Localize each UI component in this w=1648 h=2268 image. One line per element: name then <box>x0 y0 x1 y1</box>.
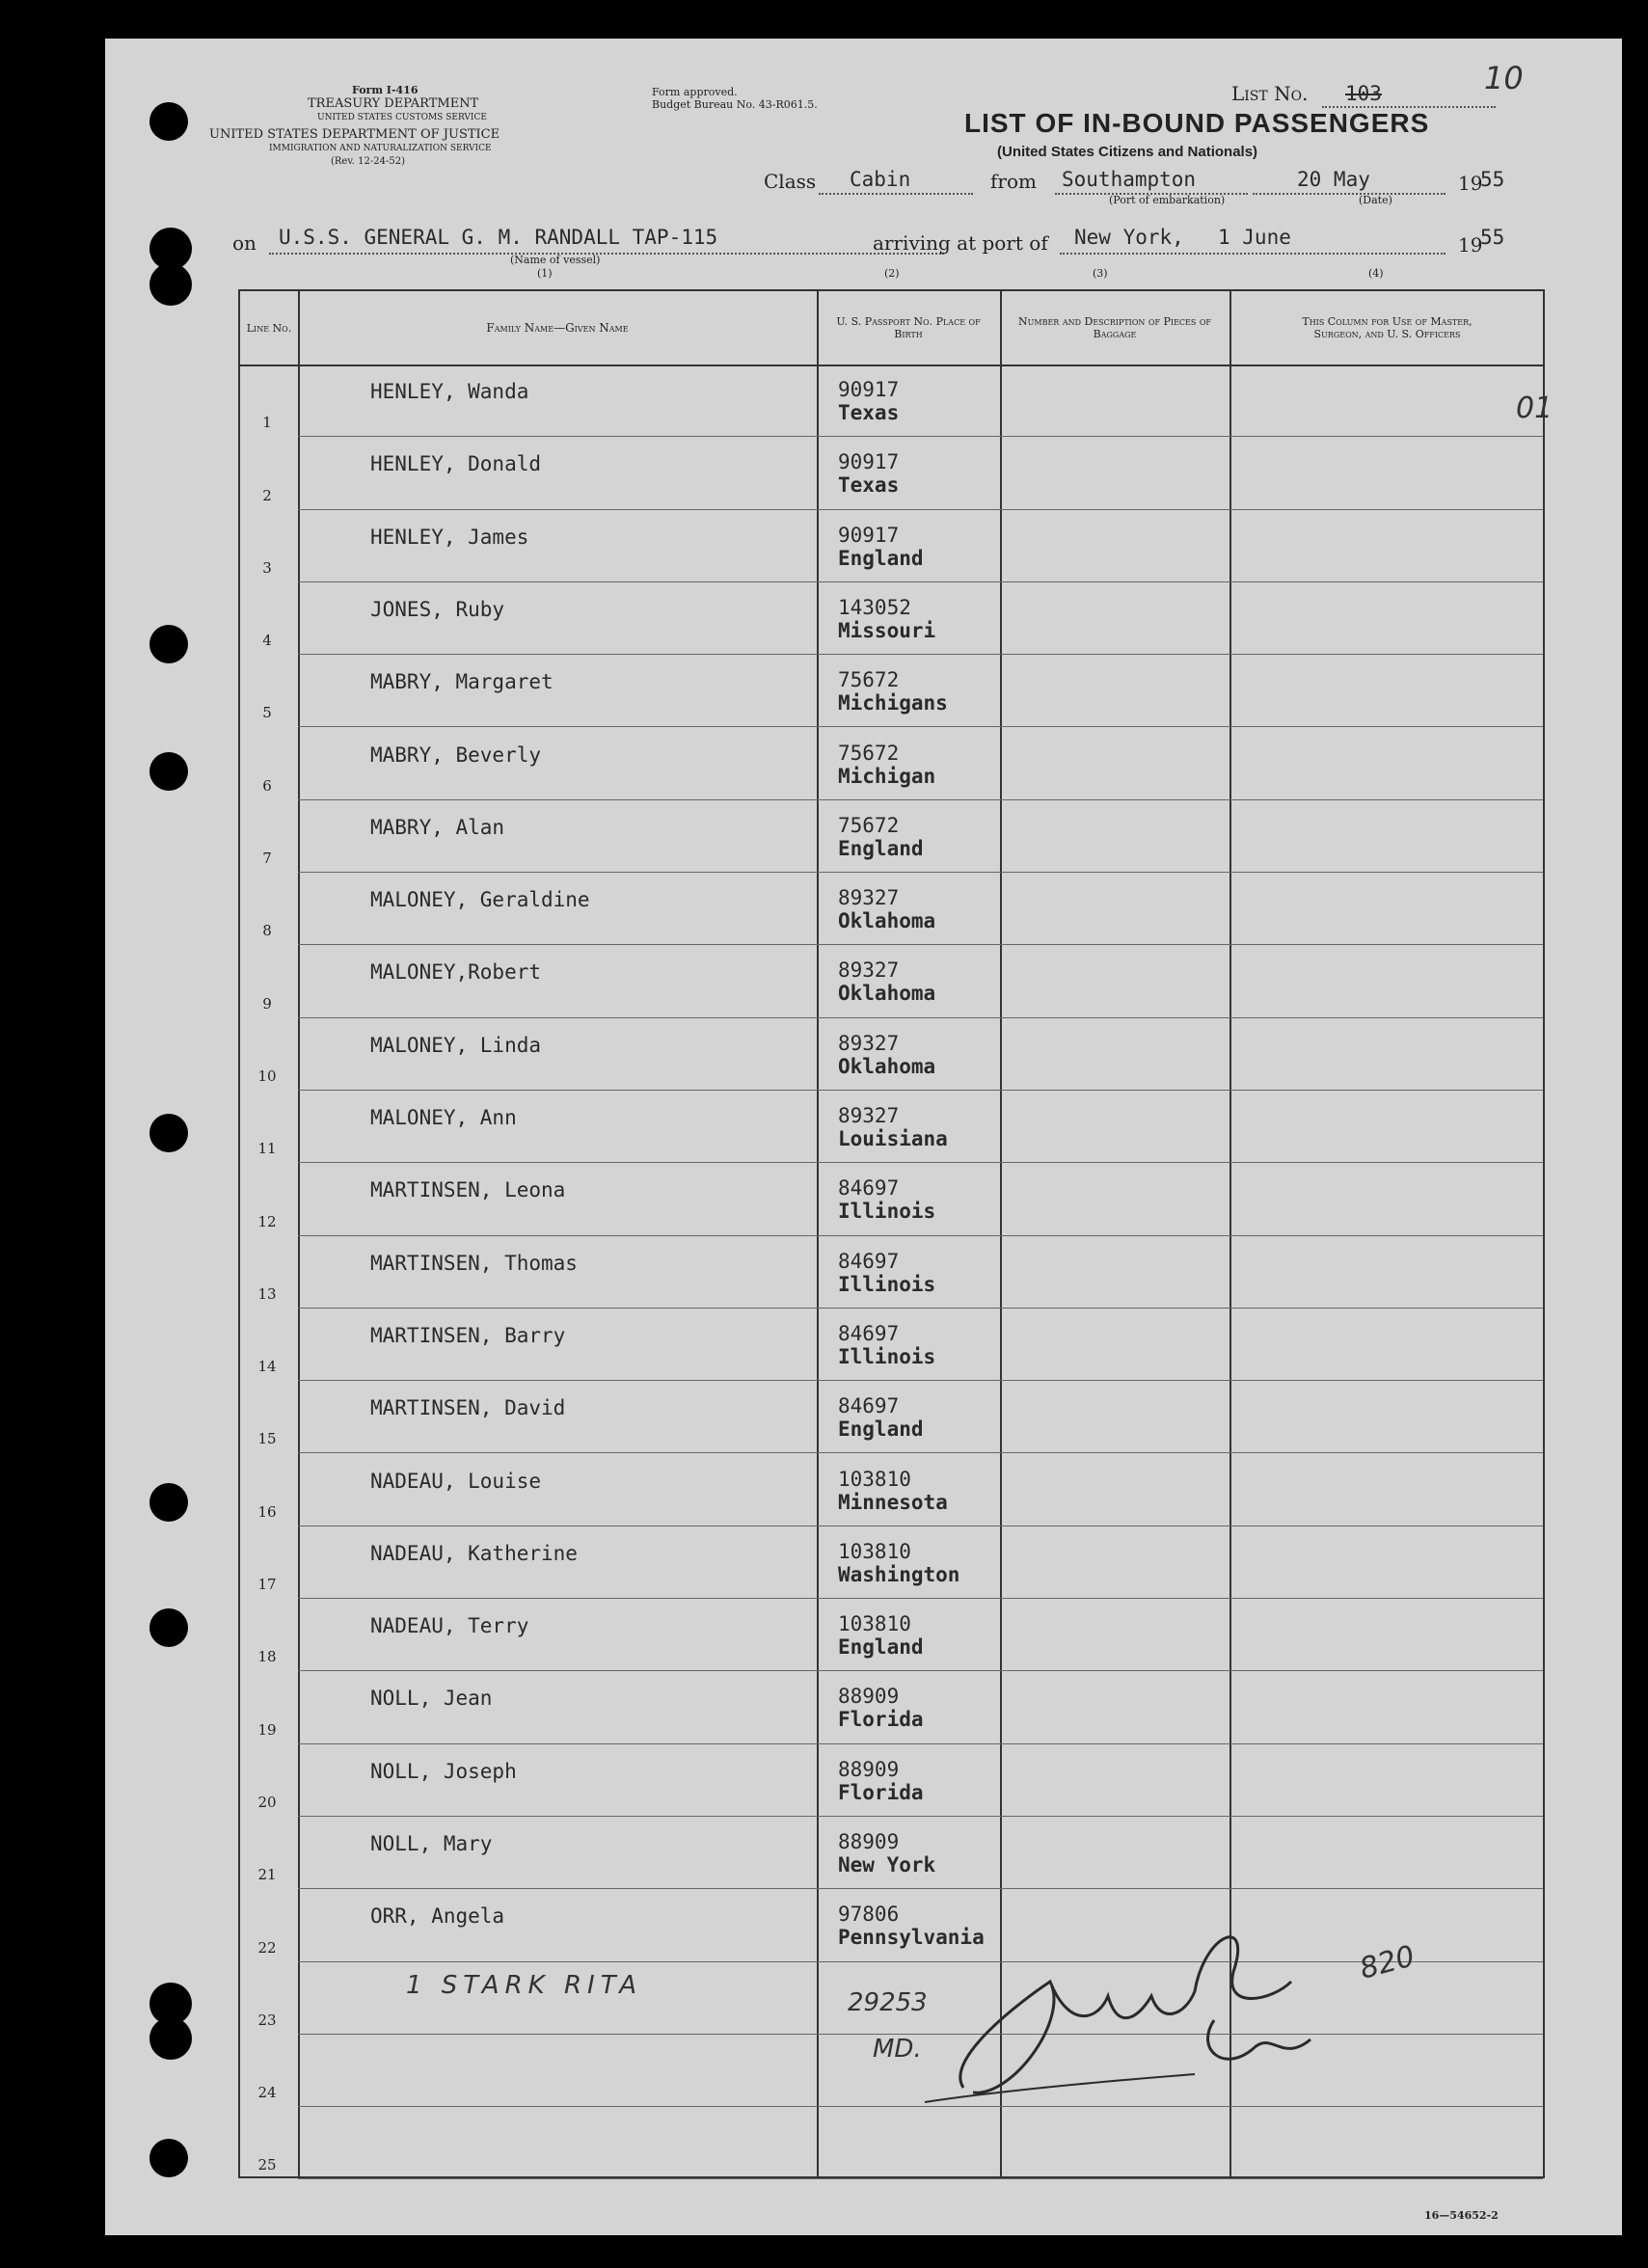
line-number: 17 <box>257 1576 277 1594</box>
col-number-4: (4) <box>1368 267 1384 280</box>
ins-service: IMMIGRATION AND NATURALIZATION SERVICE <box>269 144 492 153</box>
place-of-birth: Michigans <box>838 691 948 716</box>
line-number: 19 <box>257 1720 277 1739</box>
passenger-name: MARTINSEN, Leona <box>370 1178 566 1202</box>
passenger-name: NADEAU, Katherine <box>370 1541 578 1565</box>
punch-hole <box>149 1114 188 1152</box>
vessel-name: U.S.S. GENERAL G. M. RANDALL TAP-115 <box>279 226 718 249</box>
form-number: Form I-416 <box>352 84 419 96</box>
line-number: 14 <box>257 1358 277 1376</box>
table-row <box>240 873 1543 945</box>
page-title: LIST OF IN-BOUND PASSENGERS <box>964 108 1430 138</box>
passport-birth <box>838 1250 935 1296</box>
passport-birth <box>838 1032 935 1078</box>
passport-birth <box>838 958 935 1005</box>
table-row <box>240 1381 1543 1453</box>
passport-birth <box>838 450 899 497</box>
budget-bureau: Budget Bureau No. 43-R061.5. <box>652 98 818 111</box>
port-caption: (Port of embarkation) <box>1109 194 1226 206</box>
table-row <box>240 1163 1543 1235</box>
place-of-birth: Illinois <box>838 1272 936 1296</box>
passport-number: 90917 <box>838 523 900 547</box>
punch-hole <box>149 1608 188 1647</box>
passport-birth <box>838 1468 948 1514</box>
passenger-name: NOLL, Jean <box>370 1687 493 1711</box>
passenger-name: MABRY, Margaret <box>370 670 554 694</box>
line-number: 9 <box>262 994 272 1012</box>
line-number: 21 <box>257 1866 277 1884</box>
place-of-birth: Illinois <box>838 1200 936 1224</box>
class-label: Class <box>764 170 817 193</box>
passenger-name: MALONEY, Linda <box>370 1033 542 1057</box>
table-row <box>240 364 1543 437</box>
passenger-name: ORR, Angela <box>370 1904 505 1929</box>
revision-date: (Rev. 12-24-52) <box>331 156 406 167</box>
year-prefix-1: 19 <box>1458 172 1483 195</box>
place-of-birth: Florida <box>838 1708 924 1732</box>
table-row <box>240 1018 1543 1091</box>
stark-birth: MD. <box>873 2035 922 2064</box>
table-row <box>240 1817 1543 1889</box>
list-number-handwritten: 10 <box>1484 60 1524 96</box>
place-of-birth: Illinois <box>838 1344 936 1368</box>
line-number: 16 <box>257 1502 277 1521</box>
line-number: 11 <box>257 1140 277 1158</box>
table-row <box>240 1526 1543 1599</box>
table-row <box>240 945 1543 1017</box>
place-of-birth: Oklahoma <box>838 909 936 933</box>
line-number: 24 <box>257 2084 277 2102</box>
departure-date: 20 May <box>1297 168 1370 191</box>
place-of-birth: Florida <box>838 1780 924 1804</box>
passport-number: 88909 <box>838 1685 900 1709</box>
passport-number: 103810 <box>838 1539 911 1563</box>
passport-birth <box>838 1104 948 1150</box>
passport-number: 103810 <box>838 1467 911 1491</box>
passenger-name: NADEAU, Louise <box>370 1469 542 1493</box>
place-of-birth: England <box>838 1418 924 1442</box>
line-number: 15 <box>257 1430 277 1448</box>
punch-hole <box>149 1483 188 1522</box>
passport-number: 89327 <box>838 958 900 983</box>
document-sheet <box>105 39 1622 2235</box>
header-baggage: Number and Description of Pieces of Baggage <box>1018 315 1211 340</box>
passport-birth <box>838 814 924 860</box>
passport-number: 89327 <box>838 1104 900 1127</box>
passport-number: 97806 <box>838 1903 900 1927</box>
line-number: 3 <box>262 558 272 577</box>
handwritten-number: 820 <box>1356 1939 1418 1986</box>
year-2: 55 <box>1480 226 1505 249</box>
passport-number: 89327 <box>838 886 900 910</box>
line-number: 12 <box>257 1212 277 1230</box>
passport-number: 84697 <box>838 1176 900 1201</box>
table-row <box>240 1599 1543 1671</box>
line-number: 18 <box>257 1648 277 1666</box>
page-subtitle: (United States Citizens and Nationals) <box>997 144 1258 160</box>
place-of-birth: New York <box>838 1853 936 1876</box>
passenger-name: JONES, Ruby <box>370 597 505 621</box>
passport-number: 75672 <box>838 813 900 837</box>
passport-number: 84697 <box>838 1249 900 1273</box>
place-of-birth: Minnesota <box>838 1490 948 1514</box>
header-name: Family Name—Given Name <box>486 320 629 335</box>
punch-hole <box>149 2017 192 2060</box>
year-prefix-2: 19 <box>1458 233 1483 256</box>
passenger-name: MALONEY, Ann <box>370 1106 517 1129</box>
passport-birth <box>838 1322 935 1368</box>
passport-number: 90917 <box>838 378 900 401</box>
arrival-date: 1 June <box>1218 226 1291 249</box>
table-row <box>240 437 1543 509</box>
passenger-name: HENLEY, Wanda <box>370 380 529 403</box>
passenger-name: MARTINSEN, Barry <box>370 1323 566 1347</box>
row-rule <box>298 2178 1543 2179</box>
place-of-birth: Texas <box>838 401 900 424</box>
table-row <box>240 510 1543 582</box>
punch-hole <box>149 2139 188 2177</box>
passport-number: 90917 <box>838 450 900 474</box>
passport-number: 75672 <box>838 741 900 765</box>
stark-passport: 29253 <box>848 1988 928 2017</box>
list-label: List No. <box>1231 82 1309 105</box>
passport-number: 75672 <box>838 668 900 692</box>
punch-hole <box>149 263 192 306</box>
passenger-name: MABRY, Beverly <box>370 742 542 767</box>
passport-number: 84697 <box>838 1394 900 1418</box>
punch-hole <box>149 752 188 791</box>
passenger-name: NOLL, Mary <box>370 1832 493 1855</box>
passport-birth <box>838 596 935 642</box>
table-row <box>240 655 1543 727</box>
line-number: 23 <box>257 2011 277 2029</box>
line-number: 2 <box>262 486 272 504</box>
table-row <box>240 1309 1543 1381</box>
port-of-embarkation: Southampton <box>1062 168 1197 191</box>
passport-number: 84697 <box>838 1321 900 1345</box>
passenger-name: MABRY, Alan <box>370 815 505 839</box>
header-officers: This Column for Use of Master, Surgeon, and U. S. Officers <box>1302 315 1472 340</box>
place-of-birth: Michigan <box>838 764 936 788</box>
on-label: on <box>232 231 257 255</box>
line-number: 10 <box>257 1066 277 1085</box>
line-number: 4 <box>262 632 272 650</box>
table-row <box>240 1671 1543 1743</box>
place-of-birth: England <box>838 836 924 860</box>
table-row <box>240 800 1543 873</box>
class-value: Cabin <box>850 168 911 191</box>
header-passport: U. S. Passport No. Place of Birth <box>836 315 981 340</box>
date-underline <box>1253 193 1445 195</box>
col-number-3: (3) <box>1093 267 1108 280</box>
arrival-port: New York, <box>1074 226 1184 249</box>
passport-birth <box>838 378 899 424</box>
place-of-birth: England <box>838 546 924 570</box>
vessel-caption: (Name of vessel) <box>510 254 601 266</box>
passport-birth <box>838 1758 924 1804</box>
passport-number: 89327 <box>838 1031 900 1055</box>
treasury-dept: TREASURY DEPARTMENT <box>308 96 479 111</box>
passport-birth <box>838 524 924 570</box>
punch-hole <box>149 102 188 141</box>
passenger-name: NADEAU, Terry <box>370 1614 529 1638</box>
form-approved: Form approved. <box>652 86 738 98</box>
table-row <box>240 1236 1543 1309</box>
line-number: 22 <box>257 1938 277 1957</box>
col-number-2: (2) <box>884 267 900 280</box>
line-number: 6 <box>262 776 272 795</box>
table-row <box>240 1091 1543 1163</box>
table-row <box>240 728 1543 800</box>
passport-birth <box>838 1394 924 1441</box>
place-of-birth: Missouri <box>838 618 936 642</box>
table-row <box>240 582 1543 655</box>
line-number: 13 <box>257 1284 277 1303</box>
passport-number: 88909 <box>838 1757 900 1781</box>
place-of-birth: England <box>838 1635 924 1660</box>
passport-birth <box>838 886 935 932</box>
passport-birth <box>838 1685 924 1731</box>
footer-code: 16—54652-2 <box>1424 2209 1499 2222</box>
row1-handwritten-note: 01 <box>1516 392 1553 425</box>
passport-birth <box>838 742 935 788</box>
date-caption: (Date) <box>1359 194 1392 206</box>
col-number-1: (1) <box>537 267 553 280</box>
line-number: 7 <box>262 850 272 868</box>
customs-service: UNITED STATES CUSTOMS SERVICE <box>317 113 487 122</box>
passenger-name: MALONEY,Robert <box>370 960 542 985</box>
place-of-birth: Oklahoma <box>838 1054 936 1078</box>
line-number: 5 <box>262 704 272 722</box>
passport-number: 103810 <box>838 1612 911 1636</box>
punch-hole <box>149 625 188 663</box>
vessel-underline <box>269 253 944 255</box>
passenger-name: NOLL, Joseph <box>370 1759 517 1783</box>
table-row <box>240 2107 1543 2179</box>
passenger-name: MALONEY, Geraldine <box>370 888 590 912</box>
year-1: 55 <box>1480 168 1505 191</box>
table-row <box>240 1454 1543 1526</box>
line-number: 25 <box>257 2156 277 2174</box>
passport-birth <box>838 1176 935 1223</box>
passenger-name: MARTINSEN, Thomas <box>370 1251 578 1275</box>
passport-birth <box>838 1830 935 1876</box>
line-number: 8 <box>262 922 272 940</box>
line-number: 1 <box>262 414 272 432</box>
passenger-name: HENLEY, James <box>370 525 529 549</box>
place-of-birth: Washington <box>838 1562 960 1586</box>
list-number-struck: 103 <box>1345 82 1382 105</box>
passport-birth <box>838 668 948 715</box>
arriving-label: arriving at port of <box>873 231 1048 255</box>
passenger-table <box>238 289 1545 2178</box>
line-number: 20 <box>257 1793 277 1811</box>
header-line-no: Line No. <box>246 321 292 335</box>
place-of-birth: Louisiana <box>838 1127 948 1150</box>
passenger-name: HENLEY, Donald <box>370 452 542 476</box>
passport-number: 143052 <box>838 595 911 619</box>
passport-birth <box>838 1612 924 1659</box>
passport-number: 88909 <box>838 1830 900 1853</box>
passport-birth <box>838 1540 959 1586</box>
passenger-name: MARTINSEN, David <box>370 1396 566 1420</box>
from-label: from <box>990 170 1037 193</box>
place-of-birth: Pennsylvania <box>838 1926 985 1950</box>
table-row <box>240 1744 1543 1817</box>
arrival-underline <box>1060 253 1445 255</box>
signature <box>905 1904 1407 2117</box>
class-underline <box>819 193 973 195</box>
place-of-birth: Texas <box>838 473 900 498</box>
stark-entry: 1 STARK RITA <box>406 1971 642 2000</box>
justice-dept: UNITED STATES DEPARTMENT OF JUSTICE <box>209 127 500 142</box>
place-of-birth: Oklahoma <box>838 982 936 1006</box>
